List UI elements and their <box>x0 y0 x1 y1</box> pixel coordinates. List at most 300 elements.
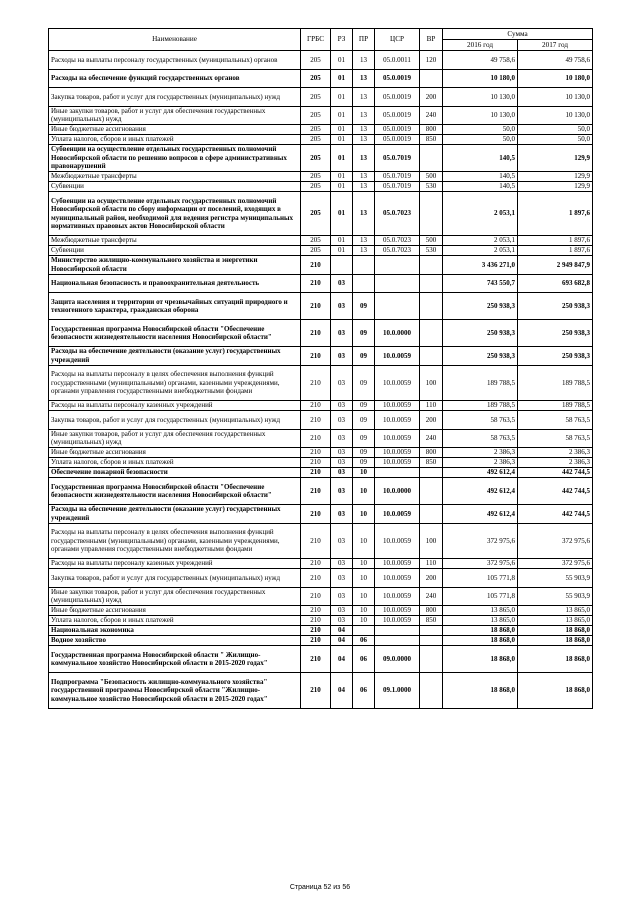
cell-sum-2016: 140,5 <box>443 172 518 182</box>
cell-name: Межбюджетные трансферты <box>49 172 301 182</box>
table-row <box>49 69 593 88</box>
cell-name: Иные бюджетные ассигнования <box>49 606 301 616</box>
table-row <box>49 365 593 401</box>
cell-sum-2017: 129,9 <box>518 172 593 182</box>
cell-pr: 09 <box>353 401 375 411</box>
cell-rz: 04 <box>331 636 353 646</box>
cell-vr <box>420 320 443 347</box>
cell-csr: 10.0.0059 <box>375 569 420 588</box>
header-name: Наименование <box>49 29 301 51</box>
cell-sum-2016: 50,0 <box>443 135 518 145</box>
cell-grbs: 205 <box>301 106 331 125</box>
cell-grbs: 205 <box>301 236 331 246</box>
cell-sum-2017: 2 386,3 <box>518 458 593 468</box>
cell-sum-2016: 18 868,0 <box>443 673 518 709</box>
cell-grbs: 210 <box>301 626 331 636</box>
table-row <box>49 636 593 646</box>
cell-sum-2017: 2 949 847,9 <box>518 256 593 275</box>
cell-csr: 05.0.7023 <box>375 192 420 236</box>
cell-name: Закупка товаров, работ и услуг для государственных (муниципальных) нужд <box>49 569 301 588</box>
cell-sum-2017: 55 903,9 <box>518 587 593 606</box>
table-row <box>49 135 593 145</box>
cell-csr: 05.0.7019 <box>375 172 420 182</box>
cell-vr: 200 <box>420 88 443 107</box>
table-row <box>49 478 593 505</box>
cell-vr: 120 <box>420 51 443 70</box>
table-row <box>49 145 593 172</box>
cell-name: Расходы на выплаты персоналу в целях обеспечения выполнения функций государственными (муниципальными) органами, казенными учреждениями, органами управления государственными внебюджетными фондами <box>49 523 301 559</box>
cell-sum-2016: 49 758,6 <box>443 51 518 70</box>
cell-sum-2016: 189 788,5 <box>443 365 518 401</box>
cell-rz: 04 <box>331 626 353 636</box>
cell-csr: 10.0.0000 <box>375 478 420 505</box>
table-row <box>49 468 593 478</box>
cell-vr: 240 <box>420 106 443 125</box>
cell-pr: 10 <box>353 505 375 524</box>
cell-pr: 13 <box>353 51 375 70</box>
header-year-2017: 2017 год <box>518 40 593 51</box>
cell-vr: 530 <box>420 246 443 256</box>
cell-rz: 03 <box>331 505 353 524</box>
cell-rz: 03 <box>331 401 353 411</box>
cell-pr: 13 <box>353 246 375 256</box>
header-vr: ВР <box>420 29 443 51</box>
cell-csr: 05.0.0011 <box>375 51 420 70</box>
cell-rz: 01 <box>331 106 353 125</box>
table-row <box>49 673 593 709</box>
cell-csr: 10.0.0059 <box>375 448 420 458</box>
cell-grbs: 205 <box>301 125 331 135</box>
cell-grbs: 210 <box>301 478 331 505</box>
cell-sum-2017: 18 868,0 <box>518 636 593 646</box>
cell-grbs: 210 <box>301 587 331 606</box>
cell-rz: 01 <box>331 88 353 107</box>
cell-csr: 10.0.0059 <box>375 458 420 468</box>
cell-sum-2016: 492 612,4 <box>443 468 518 478</box>
cell-csr: 09.0.0000 <box>375 646 420 673</box>
cell-csr: 10.0.0059 <box>375 505 420 524</box>
cell-csr: 05.0.0019 <box>375 88 420 107</box>
cell-vr <box>420 274 443 293</box>
table-row <box>49 172 593 182</box>
table-row <box>49 246 593 256</box>
cell-csr: 05.0.7023 <box>375 236 420 246</box>
cell-grbs: 210 <box>301 636 331 646</box>
cell-vr <box>420 626 443 636</box>
cell-rz: 03 <box>331 468 353 478</box>
cell-sum-2016: 18 868,0 <box>443 626 518 636</box>
cell-csr: 09.1.0000 <box>375 673 420 709</box>
cell-rz: 01 <box>331 192 353 236</box>
cell-pr: 09 <box>353 293 375 320</box>
cell-csr <box>375 636 420 646</box>
cell-pr <box>353 256 375 275</box>
cell-pr: 09 <box>353 411 375 430</box>
cell-name: Субвенции на осуществление отдельных государственных полномочий Новосибирской области по сбору информации от поселений, входящих в муниципальный район, необходимой для ведения регистра муниципальных нормативных правовых актов Новосибирской области <box>49 192 301 236</box>
cell-vr: 850 <box>420 616 443 626</box>
cell-sum-2016: 492 612,4 <box>443 505 518 524</box>
cell-pr: 06 <box>353 636 375 646</box>
cell-name: Подпрограмма "Безопасность жилищно-коммунального хозяйства" государственной программы Новосибирской области "Жилищно-коммунальное хозяйство Новосибирской области в 2015-2020 годах" <box>49 673 301 709</box>
cell-vr <box>420 192 443 236</box>
cell-sum-2017: 693 682,8 <box>518 274 593 293</box>
cell-csr <box>375 468 420 478</box>
cell-name: Государственная программа Новосибирской области "Обеспечение безопасности жизнедеятельности населения Новосибирской области" <box>49 478 301 505</box>
cell-pr: 10 <box>353 587 375 606</box>
cell-vr: 110 <box>420 559 443 569</box>
cell-grbs: 210 <box>301 468 331 478</box>
cell-vr <box>420 478 443 505</box>
table-row <box>49 106 593 125</box>
cell-csr: 05.0.0019 <box>375 106 420 125</box>
cell-rz: 01 <box>331 69 353 88</box>
cell-name: Расходы на обеспечение деятельности (оказание услуг) государственных учреждений <box>49 347 301 366</box>
cell-sum-2017: 442 744,5 <box>518 505 593 524</box>
table-row <box>49 626 593 636</box>
cell-sum-2016: 58 763,5 <box>443 429 518 448</box>
cell-sum-2017: 442 744,5 <box>518 478 593 505</box>
cell-rz: 01 <box>331 246 353 256</box>
cell-sum-2017: 189 788,5 <box>518 365 593 401</box>
cell-name: Расходы на обеспечение функций государственных органов <box>49 69 301 88</box>
cell-sum-2017: 189 788,5 <box>518 401 593 411</box>
cell-name: Иные закупки товаров, работ и услуг для обеспечения государственных (муниципальных) нужд <box>49 429 301 448</box>
cell-sum-2016: 250 938,3 <box>443 320 518 347</box>
cell-sum-2016: 18 868,0 <box>443 646 518 673</box>
table-row <box>49 182 593 192</box>
cell-grbs: 205 <box>301 192 331 236</box>
cell-pr: 10 <box>353 559 375 569</box>
cell-name: Субвенции <box>49 182 301 192</box>
cell-vr: 500 <box>420 172 443 182</box>
cell-rz: 03 <box>331 523 353 559</box>
cell-pr: 10 <box>353 569 375 588</box>
cell-csr: 10.0.0059 <box>375 523 420 559</box>
cell-rz: 01 <box>331 236 353 246</box>
cell-pr: 10 <box>353 478 375 505</box>
cell-sum-2016: 250 938,3 <box>443 347 518 366</box>
cell-name: Иные закупки товаров, работ и услуг для обеспечения государственных (муниципальных) нужд <box>49 106 301 125</box>
cell-pr <box>353 274 375 293</box>
cell-pr: 06 <box>353 673 375 709</box>
cell-grbs: 210 <box>301 274 331 293</box>
cell-grbs: 210 <box>301 411 331 430</box>
cell-pr: 13 <box>353 182 375 192</box>
cell-vr: 110 <box>420 401 443 411</box>
table-row <box>49 448 593 458</box>
cell-csr: 10.0.0059 <box>375 559 420 569</box>
cell-grbs: 210 <box>301 523 331 559</box>
cell-name: Министерство жилищно-коммунального хозяйства и энергетики Новосибирской области <box>49 256 301 275</box>
cell-name: Расходы на обеспечение деятельности (оказание услуг) государственных учреждений <box>49 505 301 524</box>
cell-sum-2016: 105 771,8 <box>443 587 518 606</box>
cell-csr: 10.0.0059 <box>375 365 420 401</box>
table-row <box>49 192 593 236</box>
cell-name: Национальная экономика <box>49 626 301 636</box>
cell-pr: 13 <box>353 192 375 236</box>
cell-csr: 05.0.0019 <box>375 135 420 145</box>
cell-sum-2016: 10 130,0 <box>443 106 518 125</box>
cell-vr <box>420 145 443 172</box>
cell-sum-2017: 129,9 <box>518 182 593 192</box>
cell-name: Обеспечение пожарной безопасности <box>49 468 301 478</box>
cell-sum-2017: 442 744,5 <box>518 468 593 478</box>
cell-csr: 05.0.7019 <box>375 182 420 192</box>
cell-vr <box>420 256 443 275</box>
budget-table <box>48 28 593 709</box>
cell-sum-2017: 250 938,3 <box>518 293 593 320</box>
header-grbs: ГРБС <box>301 29 331 51</box>
cell-sum-2017: 13 865,0 <box>518 616 593 626</box>
cell-sum-2017: 1 897,6 <box>518 192 593 236</box>
cell-sum-2016: 743 550,7 <box>443 274 518 293</box>
cell-pr: 09 <box>353 365 375 401</box>
cell-vr: 800 <box>420 606 443 616</box>
cell-name: Закупка товаров, работ и услуг для государственных (муниципальных) нужд <box>49 88 301 107</box>
cell-csr <box>375 274 420 293</box>
cell-vr <box>420 673 443 709</box>
cell-pr: 10 <box>353 606 375 616</box>
cell-pr: 13 <box>353 88 375 107</box>
cell-sum-2017: 10 180,0 <box>518 69 593 88</box>
cell-pr: 06 <box>353 646 375 673</box>
cell-rz: 03 <box>331 274 353 293</box>
cell-rz: 01 <box>331 135 353 145</box>
cell-sum-2016: 3 436 271,0 <box>443 256 518 275</box>
table-row <box>49 274 593 293</box>
cell-pr: 13 <box>353 125 375 135</box>
table-row <box>49 236 593 246</box>
table-row <box>49 347 593 366</box>
cell-grbs: 210 <box>301 673 331 709</box>
cell-csr: 10.0.0059 <box>375 587 420 606</box>
cell-pr: 09 <box>353 429 375 448</box>
cell-name: Расходы на выплаты персоналу государственных (муниципальных) органов <box>49 51 301 70</box>
cell-sum-2017: 49 758,6 <box>518 51 593 70</box>
cell-sum-2017: 2 386,3 <box>518 448 593 458</box>
cell-sum-2017: 58 763,5 <box>518 429 593 448</box>
cell-sum-2017: 10 130,0 <box>518 88 593 107</box>
cell-grbs: 210 <box>301 569 331 588</box>
table-row <box>49 51 593 70</box>
cell-sum-2017: 18 868,0 <box>518 646 593 673</box>
cell-sum-2016: 13 865,0 <box>443 606 518 616</box>
header-sum: Сумма <box>443 29 593 40</box>
cell-sum-2017: 250 938,3 <box>518 347 593 366</box>
cell-sum-2017: 1 897,6 <box>518 236 593 246</box>
cell-vr <box>420 646 443 673</box>
cell-name: Национальная безопасность и правоохранительная деятельность <box>49 274 301 293</box>
cell-vr <box>420 293 443 320</box>
table-row <box>49 429 593 448</box>
cell-csr: 10.0.0059 <box>375 429 420 448</box>
table-row <box>49 646 593 673</box>
cell-rz: 03 <box>331 448 353 458</box>
cell-vr: 200 <box>420 569 443 588</box>
cell-grbs: 210 <box>301 559 331 569</box>
cell-grbs: 210 <box>301 616 331 626</box>
cell-rz: 03 <box>331 458 353 468</box>
cell-pr: 10 <box>353 523 375 559</box>
cell-sum-2017: 10 130,0 <box>518 106 593 125</box>
header-year-2016: 2016 год <box>443 40 518 51</box>
cell-grbs: 205 <box>301 51 331 70</box>
cell-vr: 800 <box>420 125 443 135</box>
cell-grbs: 210 <box>301 646 331 673</box>
cell-rz: 01 <box>331 182 353 192</box>
cell-grbs: 205 <box>301 182 331 192</box>
cell-vr <box>420 505 443 524</box>
cell-csr <box>375 256 420 275</box>
cell-vr: 500 <box>420 236 443 246</box>
table-row <box>49 320 593 347</box>
cell-grbs: 210 <box>301 347 331 366</box>
cell-name: Межбюджетные трансферты <box>49 236 301 246</box>
cell-sum-2016: 492 612,4 <box>443 478 518 505</box>
cell-rz: 03 <box>331 569 353 588</box>
cell-sum-2016: 2 053,1 <box>443 236 518 246</box>
cell-grbs: 205 <box>301 135 331 145</box>
cell-name: Расходы на выплаты персоналу в целях обеспечения выполнения функций государственными (муниципальными) органами, казенными учреждениями, органами управления государственными внебюджетными фондами <box>49 365 301 401</box>
cell-csr: 05.0.0019 <box>375 125 420 135</box>
table-row <box>49 606 593 616</box>
cell-pr <box>353 626 375 636</box>
table-row <box>49 559 593 569</box>
cell-pr: 13 <box>353 135 375 145</box>
cell-rz <box>331 256 353 275</box>
table-row <box>49 125 593 135</box>
cell-grbs: 205 <box>301 246 331 256</box>
cell-sum-2017: 372 975,6 <box>518 559 593 569</box>
cell-sum-2016: 18 868,0 <box>443 636 518 646</box>
cell-vr: 240 <box>420 429 443 448</box>
cell-grbs: 205 <box>301 145 331 172</box>
cell-grbs: 210 <box>301 365 331 401</box>
cell-rz: 04 <box>331 646 353 673</box>
cell-sum-2016: 10 130,0 <box>443 88 518 107</box>
header-rz: РЗ <box>331 29 353 51</box>
cell-pr: 13 <box>353 145 375 172</box>
table-row <box>49 587 593 606</box>
cell-pr: 09 <box>353 347 375 366</box>
cell-pr: 13 <box>353 106 375 125</box>
cell-grbs: 210 <box>301 505 331 524</box>
cell-name: Иные бюджетные ассигнования <box>49 448 301 458</box>
table-row <box>49 88 593 107</box>
cell-pr: 09 <box>353 458 375 468</box>
cell-sum-2017: 129,9 <box>518 145 593 172</box>
cell-vr <box>420 347 443 366</box>
cell-sum-2017: 250 938,3 <box>518 320 593 347</box>
cell-pr: 13 <box>353 236 375 246</box>
cell-sum-2017: 55 903,9 <box>518 569 593 588</box>
cell-rz: 03 <box>331 411 353 430</box>
cell-csr: 10.0.0000 <box>375 320 420 347</box>
cell-grbs: 210 <box>301 256 331 275</box>
cell-pr: 13 <box>353 69 375 88</box>
cell-sum-2016: 2 386,3 <box>443 448 518 458</box>
cell-sum-2016: 2 386,3 <box>443 458 518 468</box>
cell-pr: 10 <box>353 468 375 478</box>
cell-sum-2016: 58 763,5 <box>443 411 518 430</box>
cell-csr: 05.0.7023 <box>375 246 420 256</box>
cell-rz: 03 <box>331 559 353 569</box>
cell-csr: 10.0.0059 <box>375 606 420 616</box>
cell-sum-2017: 50,0 <box>518 125 593 135</box>
cell-rz: 03 <box>331 293 353 320</box>
cell-grbs: 210 <box>301 458 331 468</box>
cell-name: Иные бюджетные ассигнования <box>49 125 301 135</box>
header-pr: ПР <box>353 29 375 51</box>
cell-name: Уплата налогов, сборов и иных платежей <box>49 458 301 468</box>
cell-rz: 03 <box>331 616 353 626</box>
cell-sum-2017: 18 868,0 <box>518 673 593 709</box>
cell-csr: 10.0.0059 <box>375 411 420 430</box>
cell-name: Иные закупки товаров, работ и услуг для обеспечения государственных (муниципальных) нужд <box>49 587 301 606</box>
cell-csr: 05.0.0019 <box>375 69 420 88</box>
cell-name: Государственная программа Новосибирской области " Жилищно-коммунальное хозяйство Новосибирской области в 2015-2020 годах" <box>49 646 301 673</box>
cell-name: Защита населения и территории от чрезвычайных ситуаций природного и техногенного характера, гражданская оборона <box>49 293 301 320</box>
cell-sum-2016: 105 771,8 <box>443 569 518 588</box>
cell-sum-2017: 18 868,0 <box>518 626 593 636</box>
cell-vr: 100 <box>420 523 443 559</box>
cell-pr: 13 <box>353 172 375 182</box>
cell-vr <box>420 636 443 646</box>
cell-grbs: 210 <box>301 606 331 616</box>
cell-sum-2016: 372 975,6 <box>443 523 518 559</box>
cell-sum-2017: 13 865,0 <box>518 606 593 616</box>
cell-grbs: 210 <box>301 448 331 458</box>
cell-csr: 10.0.0059 <box>375 616 420 626</box>
cell-sum-2017: 50,0 <box>518 135 593 145</box>
table-row <box>49 411 593 430</box>
table-row <box>49 569 593 588</box>
cell-name: Субвенции на осуществление отдельных государственных полномочий Новосибирской области по решению вопросов в сфере административных правонарушений <box>49 145 301 172</box>
cell-vr: 850 <box>420 135 443 145</box>
cell-name: Уплата налогов, сборов и иных платежей <box>49 616 301 626</box>
cell-rz: 03 <box>331 606 353 616</box>
cell-vr: 200 <box>420 411 443 430</box>
cell-rz: 03 <box>331 320 353 347</box>
cell-grbs: 205 <box>301 69 331 88</box>
cell-grbs: 210 <box>301 320 331 347</box>
cell-csr: 10.0.0059 <box>375 347 420 366</box>
cell-name: Государственная программа Новосибирской области "Обеспечение безопасности жизнедеятельности населения Новосибирской области" <box>49 320 301 347</box>
table-row <box>49 293 593 320</box>
table-row <box>49 458 593 468</box>
cell-pr: 10 <box>353 616 375 626</box>
cell-sum-2016: 2 053,1 <box>443 192 518 236</box>
cell-rz: 03 <box>331 478 353 505</box>
header-csr: ЦСР <box>375 29 420 51</box>
cell-sum-2016: 10 180,0 <box>443 69 518 88</box>
cell-vr <box>420 69 443 88</box>
cell-sum-2016: 50,0 <box>443 125 518 135</box>
cell-sum-2016: 189 788,5 <box>443 401 518 411</box>
cell-vr <box>420 468 443 478</box>
cell-sum-2017: 372 975,6 <box>518 523 593 559</box>
cell-pr: 09 <box>353 448 375 458</box>
cell-rz: 03 <box>331 347 353 366</box>
cell-sum-2017: 1 897,6 <box>518 246 593 256</box>
cell-rz: 01 <box>331 51 353 70</box>
cell-sum-2016: 250 938,3 <box>443 293 518 320</box>
cell-rz: 03 <box>331 365 353 401</box>
cell-name: Субвенции <box>49 246 301 256</box>
cell-name: Расходы на выплаты персоналу казенных учреждений <box>49 559 301 569</box>
cell-sum-2016: 372 975,6 <box>443 559 518 569</box>
table-row <box>49 505 593 524</box>
